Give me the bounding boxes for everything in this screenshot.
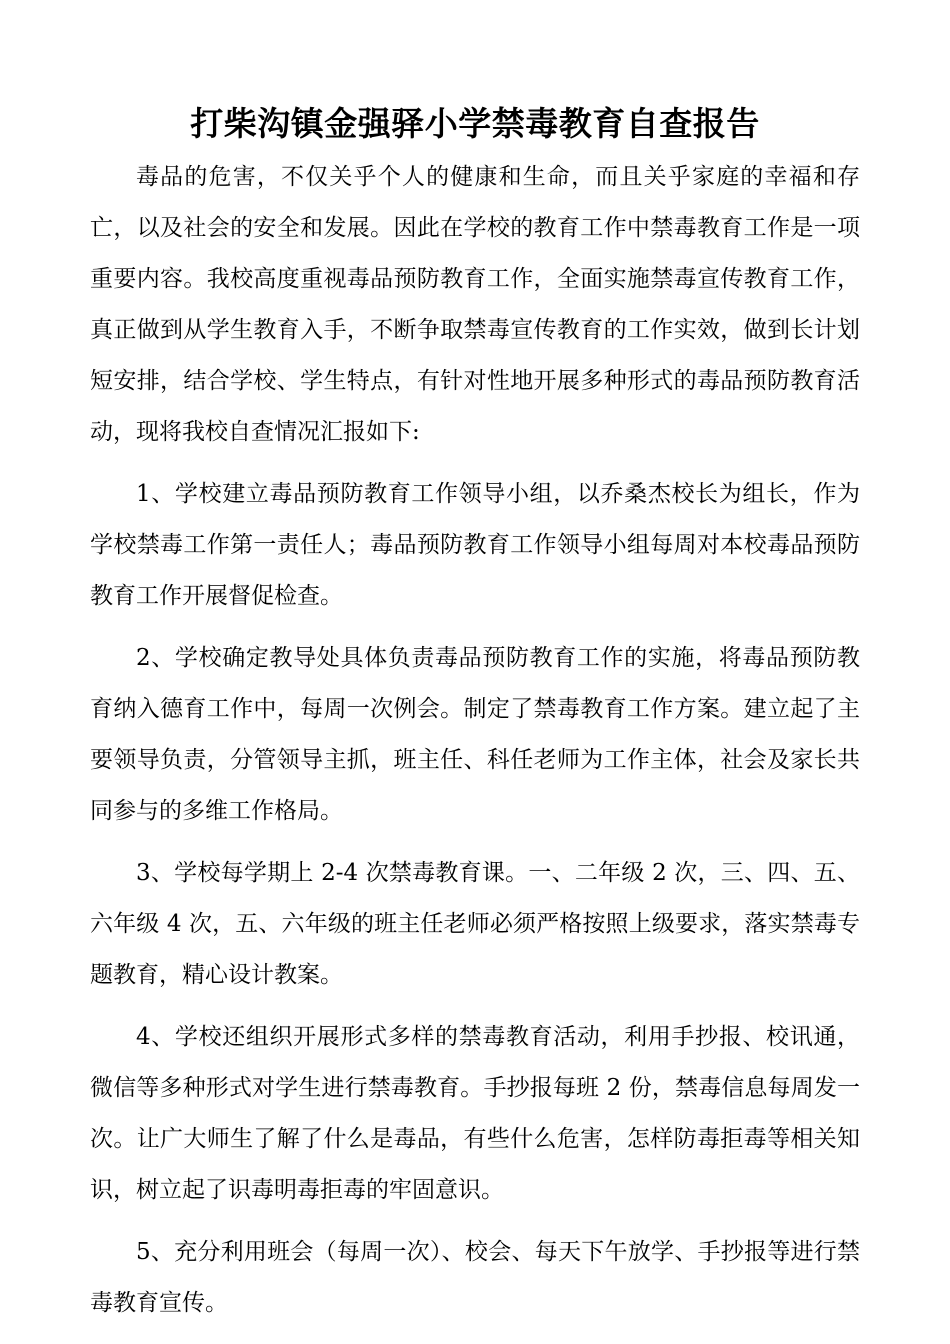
intro-paragraph: 毒品的危害，不仅关乎个人的健康和生命，而且关乎家庭的幸福和存亡，以及社会的安全和发展。因此在学校的教育工作中禁毒教育工作是一项重要内容。我校高度重视毒品预防教育工作，全面实施禁毒宣传教育工作，真正做到从学生教育入手，不断争取禁毒宣传教育的工作实效，做到长计划短安排，结合学校、学生特点，有针对性地开展多种形式的毒品预防教育活动，现将我校自查情况汇报如下: [90,164,860,445]
document-title: 打柴沟镇金强驿小学禁毒教育自查报告 [190,104,760,143]
document-body [90,152,860,1329]
item-paragraph-3: 3、学校每学期上 2-4 次禁毒教育课。一、二年级 2 次，三、四、五、六年级 4 次，五、六年级的班主任老师必须严格按照上级要求，落实禁毒专题教育，精心设计教案。 [90,860,860,988]
item-paragraph-1: 1、学校建立毒品预防教育工作领导小组，以乔桑杰校长为组长，作为学校禁毒工作第一责任人；毒品预防教育工作领导小组每周对本校毒品预防教育工作开展督促检查。 [90,481,860,609]
item-paragraph-4: 4、学校还组织开展形式多样的禁毒教育活动，利用手抄报、校讯通，微信等多种形式对学生进行禁毒教育。手抄报每班 2 份，禁毒信息每周发一次。让广大师生了解了什么是毒品，有些什么危害，怎样防毒拒毒等相关知识，树立起了识毒明毒拒毒的牢固意识。 [90,1024,860,1203]
item-paragraph-5: 5、充分利用班会（每周一次）、校会、每天下午放学、手抄报等进行禁毒教育宣传。 [90,1239,860,1316]
item-paragraph-2: 2、学校确定教导处具体负责毒品预防教育工作的实施，将毒品预防教育纳入德育工作中，每周一次例会。制定了禁毒教育工作方案。建立起了主要领导负责，分管领导主抓，班主任、科任老师为工作主体，社会及家长共同参与的多维工作格局。 [90,645,860,824]
